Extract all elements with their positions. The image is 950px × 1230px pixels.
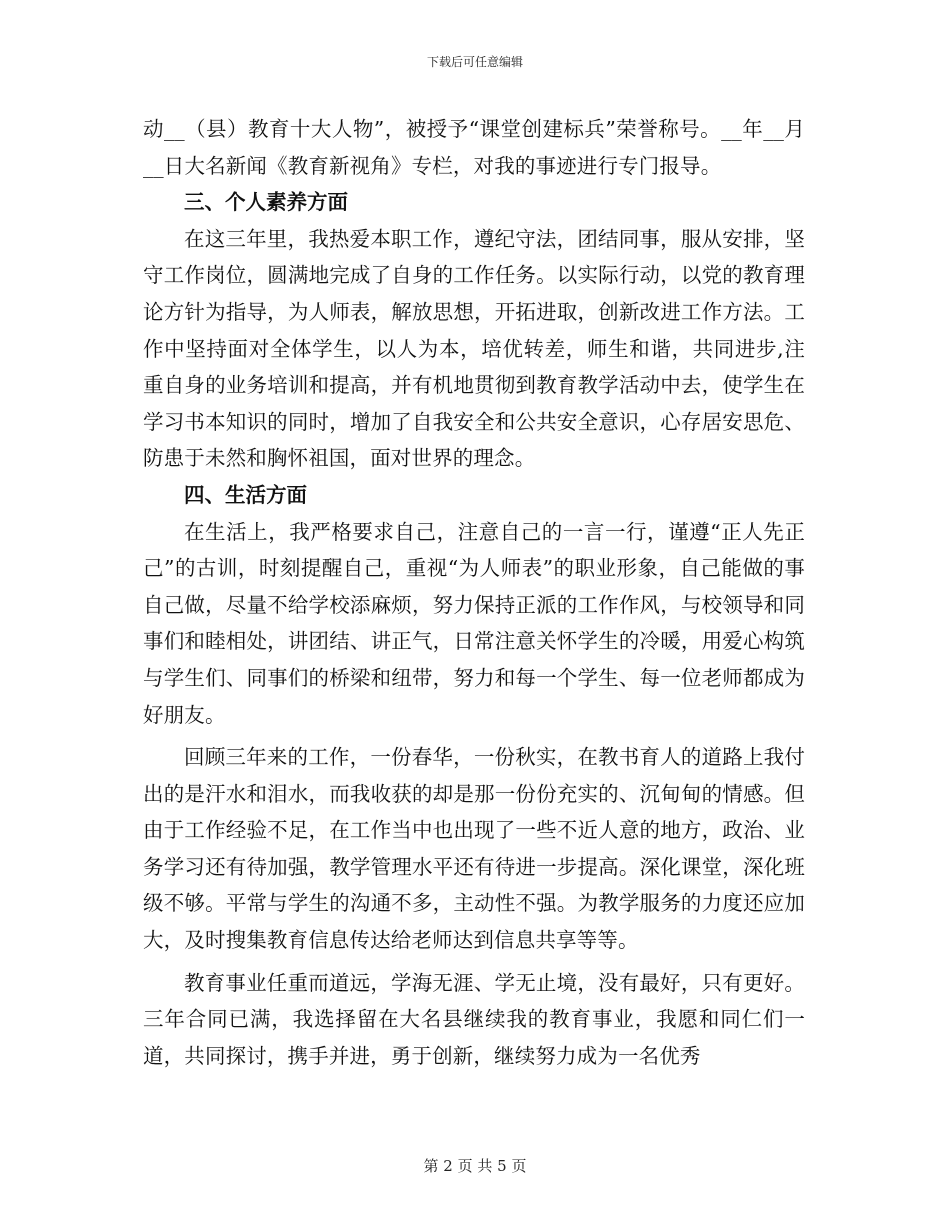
paragraph-continuation: 动__（县）教育十大人物”，被授予“课堂创建标兵”荣誉称号。__年__月__日大名新闻《教育新视角》专栏，对我的事迹进行专门报导。 [143, 117, 805, 178]
document-body [143, 111, 805, 1074]
page-number: 第 2 页 共 5 页 [423, 1157, 527, 1175]
section-heading-personal-quality: 三、个人素养方面 [184, 190, 348, 215]
paragraph-future: 教育事业任重而道远，学海无涯、学无止境，没有最好，只有更好。三年合同已满，我选择留在大名县继续我的教育事业，我愿和同仁们一道，共同探讨，携手并进，勇于创新，继续努力成为一名优秀 [143, 970, 805, 1068]
paragraph-life: 在生活上，我严格要求自己，注意自己的一言一行，谨遵“正人先正己”的古训，时刻提醒自己，重视“为人师表”的职业形象，自己能做的事自己做，尽量不给学校添麻烦，努力保持正派的工作作风，与校领导和同事们和睦相处，讲团结、讲正气，日常注意关怀学生的冷暖，用爱心构筑与学生们、同事们的桥梁和纽带，努力和每一个学生、每一位老师都成为好朋友。 [143, 519, 805, 727]
page-header: 下载后可任意编辑 [426, 55, 523, 69]
paragraph-review: 回顾三年来的工作，一份春华，一份秋实，在教书育人的道路上我付出的是汗水和泪水，而我收获的却是那一份份充实的、沉甸甸的情感。但由于工作经验不足，在工作当中也出现了一些不近人意的地方，政治、业务学习还有待加强，教学管理水平还有待进一步提高。深化课堂，深化班级不够。平常与学生的沟通不多，主动性不强。为教学服务的力度还应加大，及时搜集教育信息传达给老师达到信息共享等等。 [143, 745, 805, 953]
paragraph-personal-quality: 在这三年里，我热爱本职工作，遵纪守法，团结同事，服从安排，坚守工作岗位，圆满地完成了自身的工作任务。以实际行动，以党的教育理论方针为指导，为人师表，解放思想，开拓进取，创新改进工作方法。工作中坚持面对全体学生，以人为本，培优转差，师生和谐，共同进步,注重自身的业务培训和提高，并有机地贯彻到教育教学活动中去，使学生在学习书本知识的同时，增加了自我安全和公共安全意识，心存居安思危、防患于未然和胸怀祖国，面对世界的理念。 [143, 226, 805, 471]
section-heading-life: 四、生活方面 [184, 482, 307, 507]
